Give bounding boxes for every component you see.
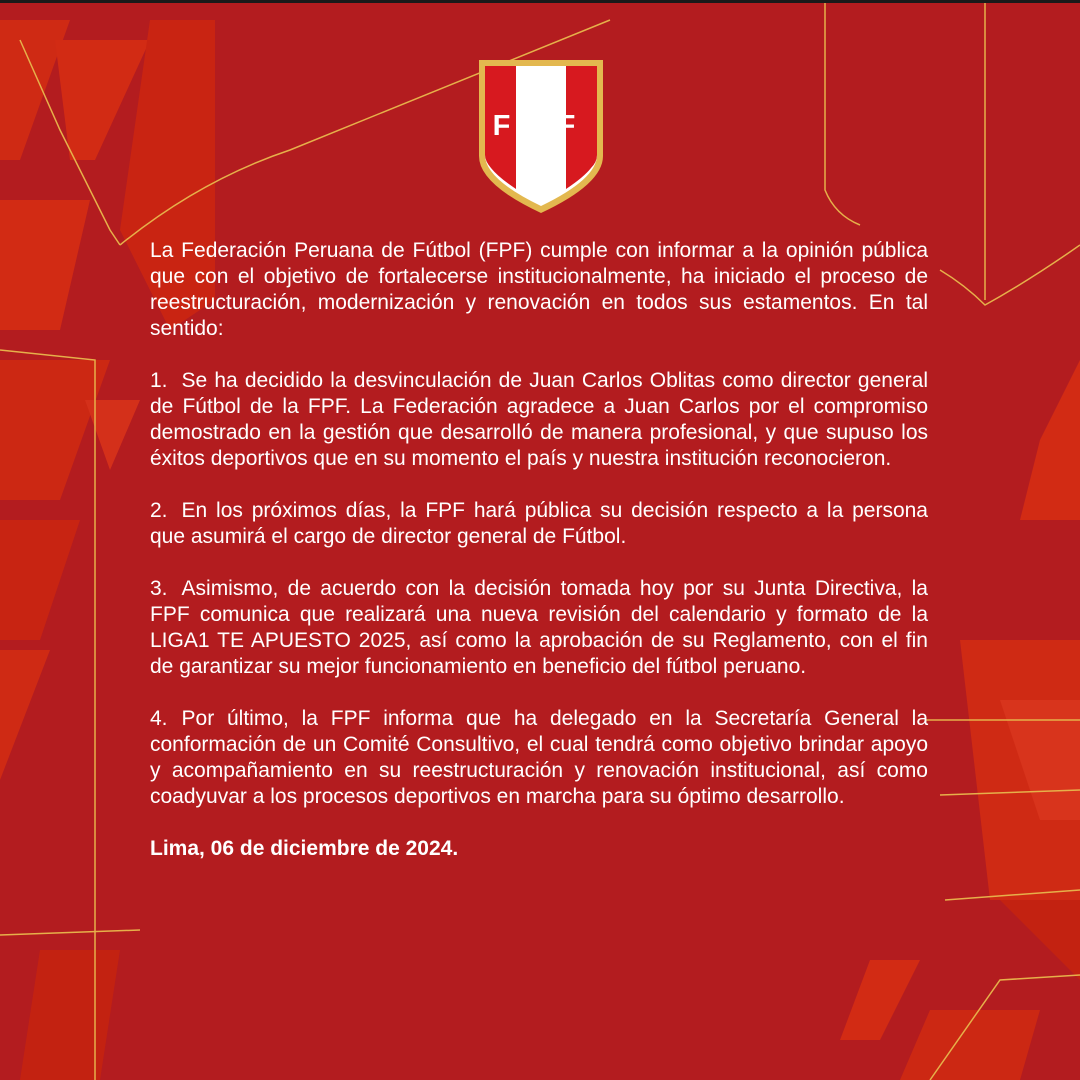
fpf-crest-logo — [476, 56, 606, 216]
crest-text: FPF — [492, 110, 590, 142]
statement-item-1 — [150, 368, 928, 472]
item-number: 2. — [150, 499, 168, 522]
item-number: 3. — [150, 577, 168, 600]
item-text: Se ha decidido la desvinculación de Juan Carlos Oblitas como director general de Fútbol de la FPF. La Federación agradece a Juan Carlos por el compromiso demostrado en la gestión que desarrolló de manera profesional, y que supuso los éxitos deportivos que en su momento el país y nuestra institución reconocieron. — [150, 369, 928, 470]
item-number: 1. — [150, 369, 168, 392]
statement-item-3 — [150, 576, 928, 680]
top-border — [0, 0, 1080, 3]
statement-body — [150, 238, 928, 888]
item-text: Asimismo, de acuerdo con la decisión tomada hoy por su Junta Directiva, la FPF comunica que realizará una nueva revisión del calendario y formato de la LIGA1 TE APUESTO 2025, así como la aprobación de su Reglamento, con el fin de garantizar su mejor funcionamiento en beneficio del fútbol peruano. — [150, 577, 928, 678]
statement-signature: Lima, 06 de diciembre de 2024. — [150, 837, 459, 860]
statement-intro: La Federación Peruana de Fútbol (FPF) cumple con informar a la opinión pública que con el objetivo de fortalecerse institucionalmente, ha iniciado el proceso de reestructuración, modernización y renovación en todos sus estamentos. En tal sentido: — [150, 239, 928, 340]
item-number: 4. — [150, 707, 168, 730]
item-text: En los próximos días, la FPF hará pública su decisión respecto a la persona que asumirá el cargo de director general de Fútbol. — [150, 499, 928, 548]
statement-item-2 — [150, 498, 928, 550]
item-text: Por último, la FPF informa que ha delegado en la Secretaría General la conformación de un Comité Consultivo, el cual tendrá como objetivo brindar apoyo y acompañamiento en su reestructuración y renovación institucional, así como coadyuvar a los procesos deportivos en marcha para su óptimo desarrollo. — [150, 707, 928, 808]
statement-item-4 — [150, 706, 928, 810]
